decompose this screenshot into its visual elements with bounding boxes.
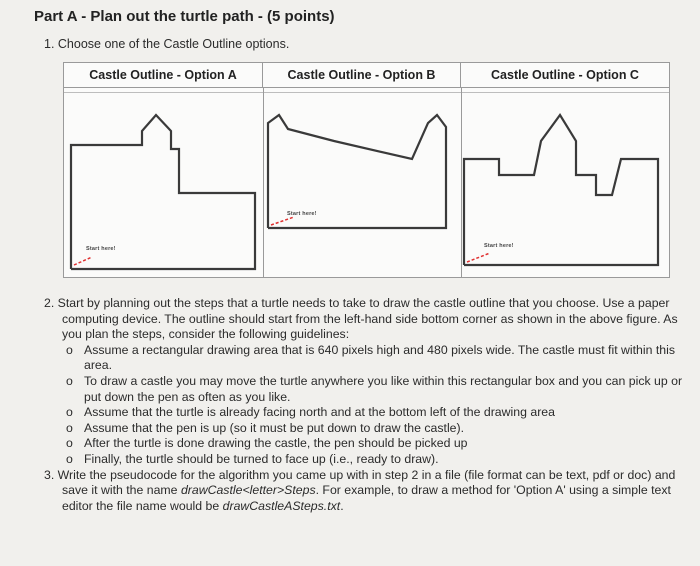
instructions-body	[44, 296, 700, 514]
option-b-header: Castle Outline - Option B	[263, 63, 461, 87]
guideline-line: Finally, the turtle should be turned to face up (i.e., ready to draw).	[84, 451, 439, 466]
guideline-line: Assume that the turtle is already facing north and at the bottom left of the drawing area	[84, 405, 555, 420]
guideline-item	[44, 436, 700, 452]
guideline-item	[44, 374, 700, 405]
guideline-item	[44, 421, 700, 437]
step-3-text: save it with the name	[62, 483, 181, 498]
guideline-item	[44, 343, 700, 374]
step-3-text: editor the file name would be	[62, 498, 223, 513]
step-3-line	[44, 483, 700, 499]
guideline-item	[44, 452, 700, 468]
start-label-a: Start here!	[86, 246, 116, 252]
castle-outline-c	[64, 63, 671, 279]
castle-options-table	[63, 62, 670, 278]
guidelines-list	[44, 343, 700, 468]
option-a-header: Castle Outline - Option A	[64, 63, 263, 87]
guideline-line: area.	[84, 358, 113, 373]
bullet-icon: o	[66, 436, 73, 451]
step-3-instruction	[44, 468, 700, 515]
guideline-line: put down the pen as often as you like.	[84, 389, 291, 404]
step-2-line: computing device. The outline should start from the left-hand side bottom corner as shown in the above figure. As	[62, 311, 678, 326]
start-label-b: Start here!	[287, 211, 317, 217]
section-heading: Part A - Plan out the turtle path - (5 points)	[34, 8, 335, 25]
step-2-instruction	[44, 296, 700, 343]
step-3-line: 3. Write the pseudocode for the algorithm you came up with in step 2 in a file (file format can be text, pdf or doc) and	[44, 467, 676, 482]
step-3-text: . For example, to draw a method for 'Option A' using a simple text	[315, 483, 671, 498]
guideline-line: Assume a rectangular drawing area that is 640 pixels high and 480 pixels wide. The castle must fit within this	[84, 342, 676, 357]
filename-pattern: drawCastle<letter>Steps	[180, 483, 316, 498]
step-1-instruction: 1. Choose one of the Castle Outline options.	[44, 37, 290, 51]
guideline-item	[44, 405, 700, 421]
step-3-line	[44, 499, 700, 515]
guideline-line: To draw a castle you may move the turtle anywhere you like within this rectangular box and you can pick up or	[84, 373, 683, 388]
guideline-line: After the turtle is done drawing the castle, the pen should be picked up	[84, 436, 468, 451]
start-arrow-c	[467, 253, 490, 262]
bullet-icon: o	[66, 405, 73, 420]
step-2-line: 2. Start by planning out the steps that a turtle needs to take to draw the castle outline that you choose. Use a paper	[44, 296, 670, 310]
step-3-text: .	[340, 498, 344, 513]
bullet-icon: o	[66, 451, 73, 466]
bullet-icon: o	[66, 420, 73, 435]
option-c-header: Castle Outline - Option C	[491, 68, 639, 82]
bullet-icon: o	[66, 373, 73, 388]
example-filename: drawCastleASteps.txt	[222, 498, 341, 513]
bullet-icon: o	[66, 342, 73, 357]
start-label-c: Start here!	[484, 243, 514, 249]
guideline-line: Assume that the pen is up (so it must be put down to draw the castle).	[84, 420, 465, 435]
step-2-line: you plan the steps, consider the following guidelines:	[62, 327, 350, 342]
